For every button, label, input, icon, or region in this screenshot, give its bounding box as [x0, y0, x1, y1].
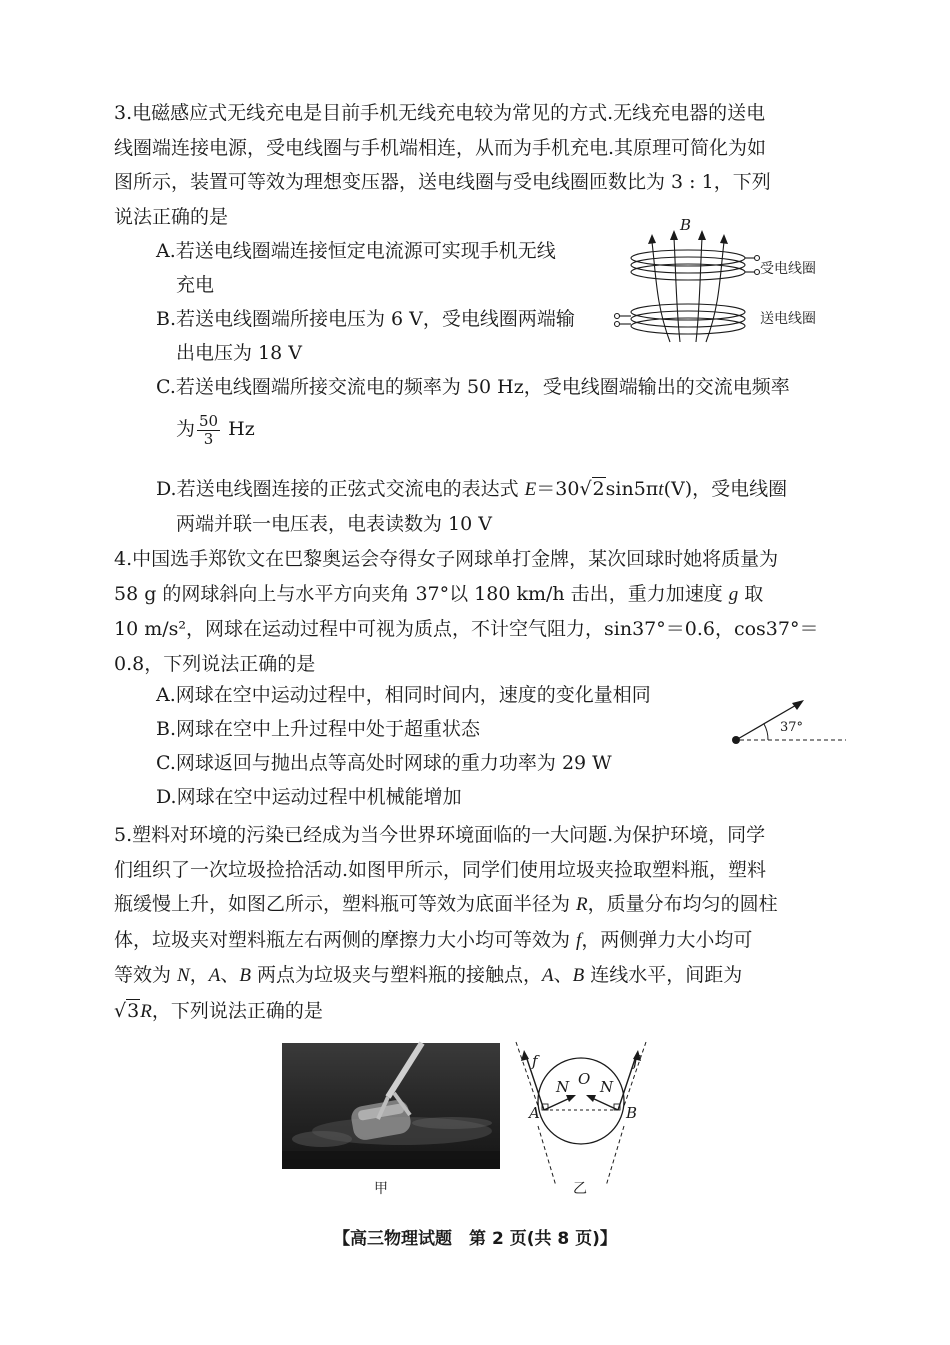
coil-diagram	[608, 220, 838, 350]
angle-37-label: 37°	[780, 720, 804, 735]
question-4-stem: 4.中国选手郑钦文在巴黎奥运会夺得女子网球单打金牌，某次回球时她将质量为 58 g 的网球斜向上与水平方向夹角 37°以 180 km/h 击出，重力加速度 g 取 10 m/s²，网球在运动过程中可视为质点，不计空气阻力，sin37°＝0.6，cos37°＝ 0.8，下列说法正确的是	[114, 548, 819, 675]
sender-coil-label: 送电线圈	[760, 311, 816, 327]
diagram-f-left: f	[532, 1052, 538, 1070]
receiver-coil-label: 受电线圈	[760, 261, 816, 277]
question-3-number: 3.	[114, 102, 133, 124]
question-3-option-c: C.若送电线圈端所接交流电的频率为 50 Hz，受电线圈端输出的交流电频率	[156, 376, 790, 398]
field-b-label: B	[680, 216, 692, 234]
diagram-f-right: f	[633, 1052, 639, 1070]
page-footer: 【高三物理试题 第 2 页(共 8 页)】	[333, 1229, 617, 1249]
question-4-option-b: B.网球在空中上升过程中处于超重状态	[156, 718, 481, 740]
figure-jia-caption: 甲	[374, 1181, 388, 1197]
question-3-stem: 3.电磁感应式无线充电是目前手机无线充电较为常见的方式.无线充电器的送电 线圈端连接电源，受电线圈与手机端相连，从而为手机充电.其原理可简化为如 图所示，装置可等效为理想变压器，送电线圈与受电线圈匝数比为 3 : 1，下列 说法正确的是	[114, 102, 771, 228]
question-5-stem: 5.塑料对环境的污染已经成为当今世界环境面临的一大问题.为保护环境，同学 们组织了一次垃圾捡拾活动.如图甲所示，同学们使用垃圾夹捡取塑料瓶，塑料 瓶缓慢上升，如图乙所示，塑料瓶可等效为底面半径为 R，质量分布均匀的圆柱 体，垃圾夹对塑料瓶左右两侧的摩擦力大小均可等效为 f，两侧弹力大小均可 等效为 N，A、B 两点为垃圾夹与塑料瓶的接触点，A、B 连线水平，间距为 √3R，下列说法正确的是	[114, 824, 778, 1022]
question-4-option-c: C.网球返回与抛出点等高处时网球的重力功率为 29 W	[156, 752, 612, 774]
diagram-n-right: N	[600, 1078, 614, 1096]
fraction-50-over-3: $\frac{50}{3}$	[199, 411, 219, 448]
figure-yi-caption: 乙	[573, 1181, 587, 1197]
question-3-option-b: B.若送电线圈端所接电压为 6 V，受电线圈两端输 出电压为 18 V	[156, 308, 575, 364]
diagram-a-label: A	[529, 1104, 540, 1122]
diagram-o-label: O	[578, 1070, 591, 1088]
question-5-number: 5.	[114, 824, 133, 846]
diagram-b-label: B	[626, 1104, 638, 1122]
question-3-option-a: A.若送电线圈端连接恒定电流源可实现手机无线 充电	[156, 240, 556, 296]
question-4-option-a: A.网球在空中运动过程中，相同时间内，速度的变化量相同	[156, 684, 651, 706]
question-3-option-c-line2: 为 $\frac{50}{3}$ Hz	[176, 411, 255, 448]
question-4-option-d: D.网球在空中运动过程中机械能增加	[156, 786, 462, 808]
question-4-number: 4.	[114, 548, 133, 570]
trash-picker-photo	[282, 1043, 500, 1169]
diagram-n-left: N	[556, 1078, 570, 1096]
question-3-option-d: D.若送电线圈连接的正弦式交流电的表达式 E＝30√2sin5πt(V)，受电线圈 两端并联一电压表，电表读数为 10 V	[156, 478, 788, 535]
